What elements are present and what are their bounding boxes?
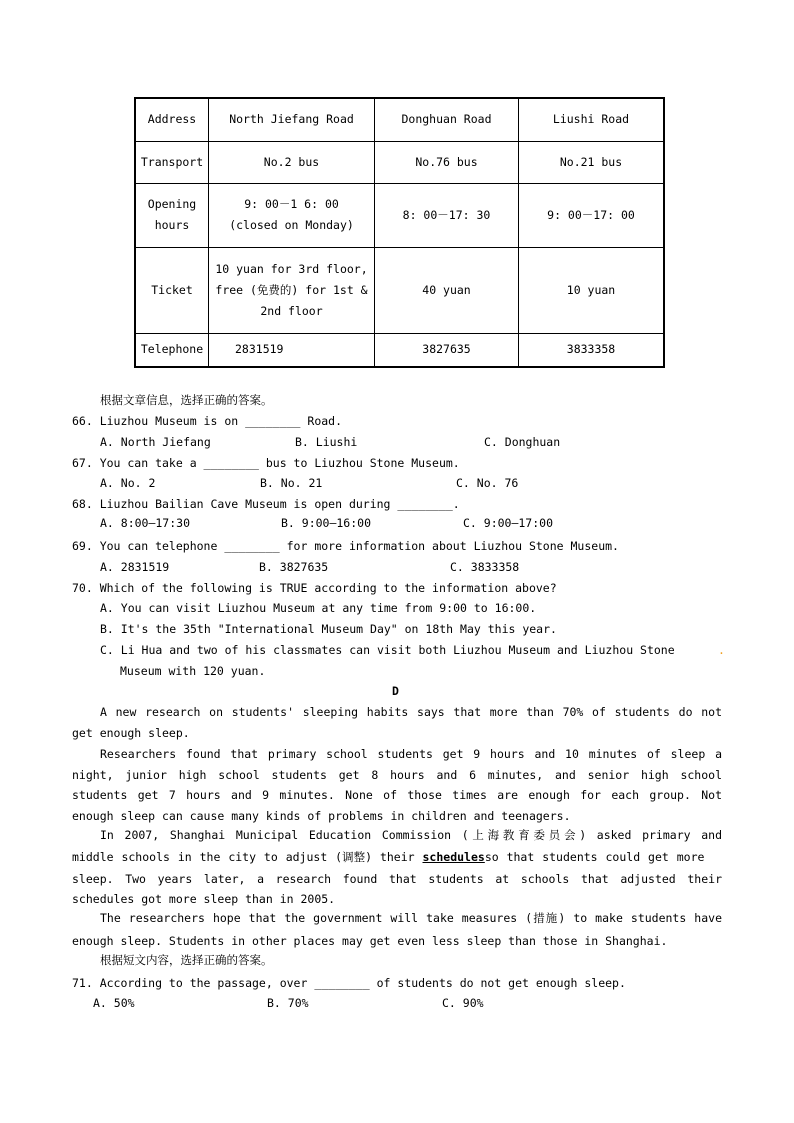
row-label: Transport: [135, 141, 209, 183]
table-cell: 10 yuan: [519, 247, 665, 333]
passage-line: [72, 849, 704, 865]
option-a: A. 50%: [93, 996, 135, 1010]
section-heading: D: [392, 684, 399, 698]
passage-line: schedules got more sleep than in 2005.: [72, 892, 336, 906]
table-cell: [209, 247, 375, 333]
instruction: 根据文章信息，选择正确的答案。: [100, 393, 273, 407]
passage-line: enough sleep can cause many kinds of problems in children and teenagers.: [72, 809, 571, 823]
table-cell: 3827635: [375, 333, 519, 367]
table-row: [135, 183, 664, 247]
option-c: C. No. 76: [456, 476, 519, 490]
passage-line: The researchers hope that the government will take measures (措施) to make students have: [100, 911, 722, 925]
table-row: [135, 98, 664, 141]
passage-line: get enough sleep.: [72, 726, 190, 740]
row-label: Telephone: [135, 333, 209, 367]
row-label: Address: [135, 98, 209, 141]
option-c: C. Donghuan: [484, 435, 561, 449]
key-word-schedules: schedules: [422, 850, 485, 864]
cell-line: 9: 00－1 6: 00: [244, 197, 339, 211]
row-label: Ticket: [135, 247, 209, 333]
table-row: [135, 141, 664, 183]
cell-line: 2nd floor: [260, 303, 323, 318]
museum-info-table: [134, 97, 665, 368]
option-b: B. It's the 35th "International Museum Day" on 18th May this year.: [100, 622, 557, 636]
question-71: 71. According to the passage, over ________ of students do not get enough sleep.: [72, 976, 626, 990]
option-c: C. Li Hua and two of his classmates can visit both Liuzhou Museum and Liuzhou Stone: [100, 643, 675, 657]
option-c: C. 9:00—17:00: [463, 516, 554, 530]
option-b: B. 3827635: [259, 560, 329, 574]
cell-note: (closed on Monday): [229, 218, 354, 232]
passage-line: Researchers found that primary school students get 9 hours and 10 minutes of sleep a: [100, 747, 722, 761]
table-cell: No.21 bus: [519, 141, 665, 183]
table-cell: 9: 00－17: 00: [519, 183, 665, 247]
table-cell: 3833358: [519, 333, 665, 367]
cell-line: free (免费的) for 1st &: [215, 282, 368, 297]
table-row: [135, 247, 664, 333]
text: so that students could get more: [484, 850, 705, 864]
question-67: 67. You can take a ________ bus to Liuzhou Stone Museum.: [72, 456, 460, 470]
table-cell: 2831519: [209, 333, 375, 367]
option-c: C. 3833358: [450, 560, 520, 574]
label-line: Opening: [147, 197, 197, 211]
option-a: A. You can visit Liuzhou Museum at any time from 9:00 to 16:00.: [100, 601, 537, 615]
table-cell: [209, 183, 375, 247]
option-a: A. No. 2: [100, 476, 156, 490]
option-a: A. 8:00—17:30: [100, 516, 191, 530]
label-line: hours: [154, 218, 190, 232]
instruction: 根据短文内容，选择正确的答案。: [100, 953, 273, 967]
table-row: [135, 333, 664, 367]
table-cell: Donghuan Road: [375, 98, 519, 141]
option-c: C. 90%: [442, 996, 484, 1010]
question-66: 66. Liuzhou Museum is on ________ Road.: [72, 414, 343, 428]
cell-line: 10 yuan for 3rd floor,: [215, 261, 368, 276]
option-b: B. 70%: [267, 996, 309, 1010]
passage-line: enough sleep. Students in other places may get even less sleep than those in Shanghai.: [72, 934, 668, 948]
stray-dot: .: [718, 643, 725, 657]
table-cell: North Jiefang Road: [209, 98, 375, 141]
passage-line: students get 7 hours and 9 minutes. None of those times are enough for each group. Not: [72, 788, 722, 802]
table-cell: No.2 bus: [209, 141, 375, 183]
option-c-continued: Museum with 120 yuan.: [120, 664, 266, 678]
question-70: 70. Which of the following is TRUE according to the information above?: [72, 581, 557, 595]
table-cell: Liushi Road: [519, 98, 665, 141]
option-b: B. Liushi: [295, 435, 358, 449]
option-b: B. 9:00—16:00: [281, 516, 372, 530]
passage-line: sleep. Two years later, a research found that students at schools that adjusted their: [72, 872, 722, 886]
question-68: 68. Liuzhou Bailian Cave Museum is open during ________.: [72, 497, 460, 511]
option-a: A. 2831519: [100, 560, 170, 574]
option-a: A. North Jiefang: [100, 435, 211, 449]
table-cell: 40 yuan: [375, 247, 519, 333]
table-cell: 8: 00－17: 30: [375, 183, 519, 247]
passage-line: night, junior high school students get 8 hours and 6 minutes, and senior high school: [72, 768, 722, 782]
row-label: [135, 183, 209, 247]
question-69: 69. You can telephone ________ for more information about Liuzhou Stone Museum.: [72, 539, 619, 553]
table-cell: No.76 bus: [375, 141, 519, 183]
option-b: B. No. 21: [260, 476, 323, 490]
passage-line: A new research on students' sleeping habits says that more than 70% of students do not: [100, 705, 722, 719]
passage-line: In 2007, Shanghai Municipal Education Commission (上海教育委员会) asked primary and: [100, 828, 722, 842]
text: middle schools in the city to adjust (调整) their: [72, 850, 415, 864]
